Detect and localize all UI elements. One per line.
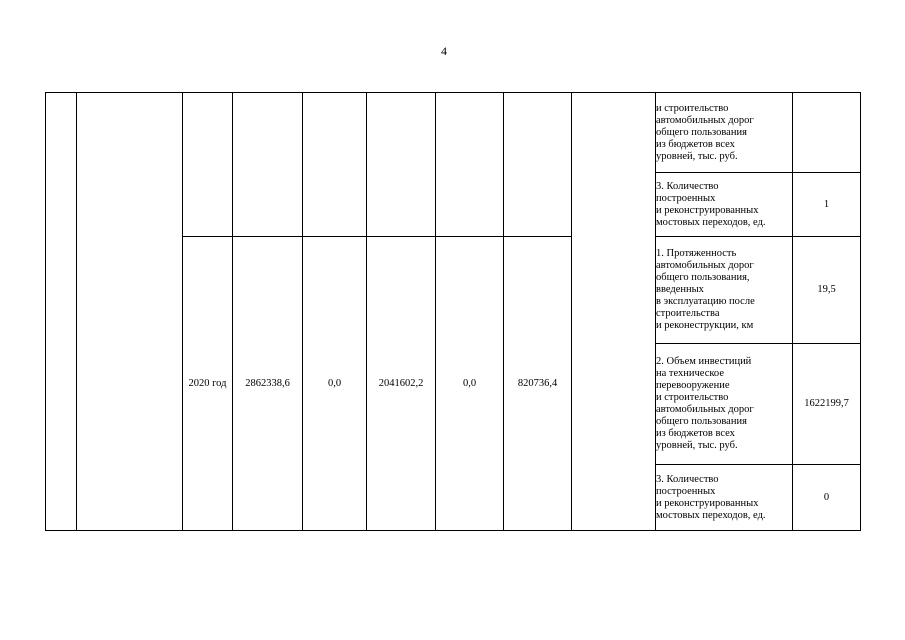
local-cell-prev — [436, 93, 504, 237]
indicator-text: и строительство автомобильных дорог общего пользования из бюджетов всех уровней, тыс. руб. — [656, 102, 754, 162]
program-table — [45, 92, 861, 531]
indicator-text: 3. Количество построенных и реконструированных мостовых переходов, ед. — [656, 180, 766, 228]
total-cell-prev — [233, 93, 303, 237]
indicator-value: 1 — [793, 173, 861, 237]
indicator-text: 1. Протяженность автомобильных дорог общего пользования, введенных в эксплуатацию после строительства и реконеструкции, км — [656, 248, 755, 331]
indicator-cell — [656, 237, 793, 344]
page-number: 4 — [441, 44, 447, 58]
indicator-text: 2. Объем инвестиций на техническое перевооружение и строительство автомобильных дорог общего пользования из бюджетов всех уровней, тыс. руб. — [656, 356, 754, 451]
year-cell: 2020 год — [183, 237, 233, 531]
indicator-cell — [656, 344, 793, 465]
indicator-cell — [656, 173, 793, 237]
regional-cell: 2041602,2 — [367, 237, 436, 531]
indicator-cell — [656, 93, 793, 173]
local-cell: 0,0 — [436, 237, 504, 531]
indicator-value: 0 — [793, 465, 861, 531]
measure-name-cell — [77, 93, 183, 531]
federal-cell: 0,0 — [303, 237, 367, 531]
indicator-value: 19,5 — [793, 237, 861, 344]
indicator-value: 1622199,7 — [793, 344, 861, 465]
table-row — [46, 93, 861, 173]
total-cell: 2862338,6 — [233, 237, 303, 531]
executor-cell — [572, 93, 656, 531]
federal-cell-prev — [303, 93, 367, 237]
indicator-text: 3. Количество построенных и реконструированных мостовых переходов, ед. — [656, 473, 766, 521]
other-cell: 820736,4 — [504, 237, 572, 531]
indicator-cell — [656, 465, 793, 531]
regional-cell-prev — [367, 93, 436, 237]
year-cell-prev — [183, 93, 233, 237]
other-cell-prev — [504, 93, 572, 237]
row-number-cell — [46, 93, 77, 531]
indicator-value — [793, 93, 861, 173]
